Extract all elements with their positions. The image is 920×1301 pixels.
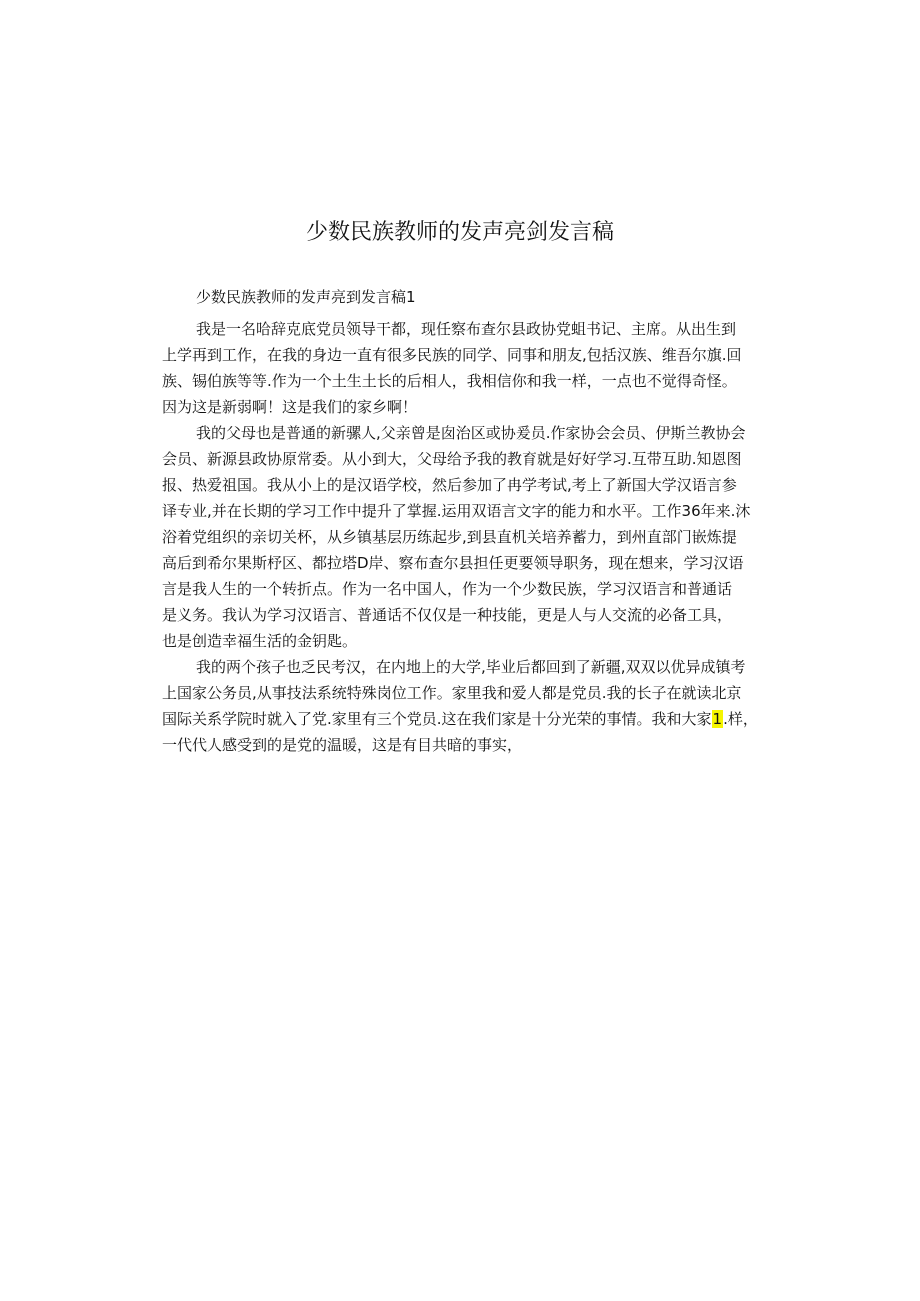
text-line: 也是创造幸福生活的金钥匙。: [162, 632, 358, 650]
text-fragment: 国际关系学院时就入了党.家里有三个党员.这在我们家是十分光荣的事情。我和大家: [162, 710, 712, 728]
page-title: 少数民族教师的发声亮剑发言稿: [305, 220, 614, 245]
text-line: 一代代人感受到的是党的温暖，这是有目共暗的事实，: [162, 736, 523, 754]
text-line: 是义务。我认为学习汉语言、普通话不仅仅是一种技能，更是人与人交流的必备工具，: [162, 606, 733, 624]
text-fragment: .样，: [723, 710, 758, 728]
text-line: 言是我人生的一个转折点。作为一名中国人，作为一个少数民族，学习汉语言和普通话: [162, 580, 733, 598]
text-line: 会员、新源县政协原常委。从小到大，父母给予我的教育就是好好学习.互带互助.知恩图: [162, 450, 742, 468]
text-line: 族、锡伯族等等.作为一个土生土长的后相人，我相信你和我一样，一点也不觉得奇怪。: [162, 372, 737, 390]
highlighted-text: 1: [712, 710, 723, 728]
text-line: 我的两个孩子也乏民考汉，在内地上的大学,毕业后都回到了新疆,双双以优异成镇考: [196, 658, 746, 676]
text-line: 我的父母也是普通的新骡人,父亲曾是囱治区或协爰员.作家协会会员、伊斯兰教协会: [196, 424, 746, 442]
paragraph-3: [162, 654, 770, 758]
document-body: [162, 316, 770, 758]
text-line: 因为这是新弱啊！这是我们的家乡啊！: [162, 398, 418, 416]
section-heading: 少数民族教师的发声亮到发言稿1: [196, 288, 416, 306]
text-line: 浴着党组织的亲切关杯，从乡镇基层历练起步,到县直机关培养蓄力，到州直部门嵌炼提: [162, 528, 737, 546]
text-line: 我是一名哈辞克底党员领导干都，现任察布查尔县政协党蛆书记、主席。从出生到: [196, 320, 737, 338]
text-line: 高后到希尔果斯杼区、都拉塔D岸、察布查尔县担任更要领导职务，现在想来，学习汉语: [162, 554, 744, 572]
text-line: 报、热爱祖国。我从小上的是汉语学校，然后参加了冉学考试,考上了新国大学汉语言参: [162, 476, 737, 494]
paragraph-2: [162, 420, 770, 654]
text-line: 上学再到工作，在我的身边一直有很多民族的同学、同事和朋友,包括汉族、维吾尔旗.回: [162, 346, 742, 364]
text-line: 上国家公务员,从事技法系统特殊岗位工作。家里我和爱人都是党员.我的长子在就读北京: [162, 684, 742, 702]
text-line: 译专业,并在长期的学习工作中提升了掌握.运用双语言文字的能力和水平。工作36年来.沐: [162, 502, 751, 520]
paragraph-1: [162, 316, 770, 420]
text-line-with-highlight: [162, 706, 770, 732]
